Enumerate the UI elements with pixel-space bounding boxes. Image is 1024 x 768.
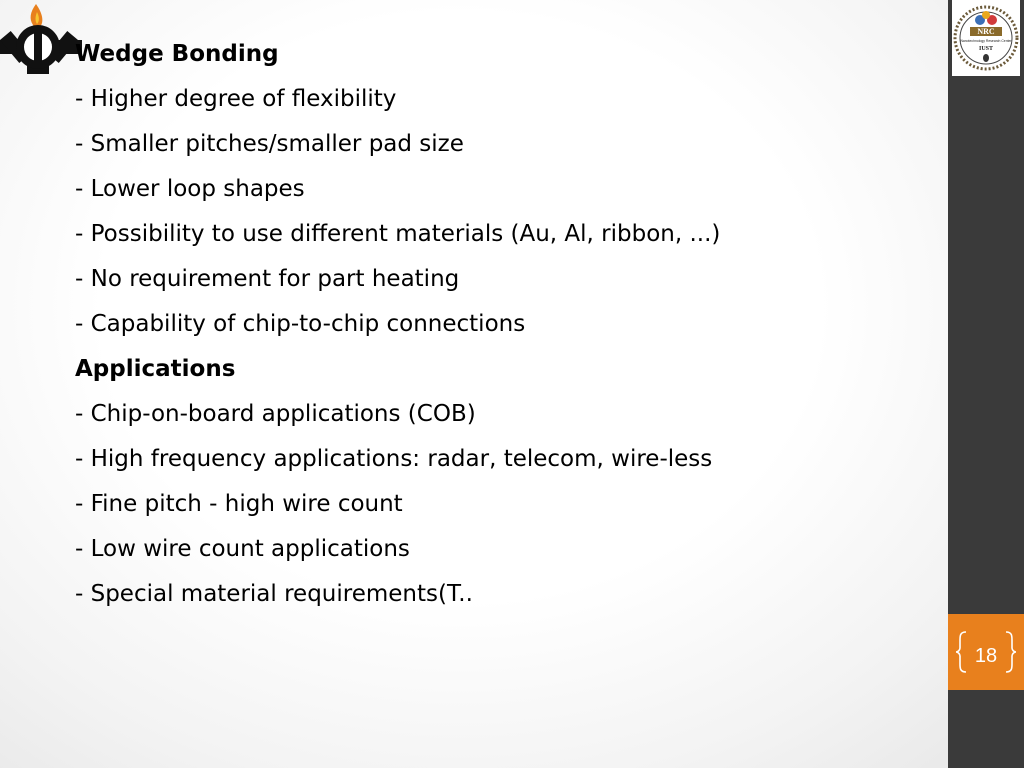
bullet-item: - Smaller pitches/smaller pad size — [75, 131, 464, 157]
bullet-item: - Special material requirements(T.. — [75, 581, 473, 607]
bullet-item: - Fine pitch - high wire count — [75, 491, 403, 517]
bullet-item: - Lower loop shapes — [75, 176, 305, 202]
bullet-item: - Capability of chip-to-chip connections — [75, 311, 526, 337]
bullet-item: - Possibility to use different materials (Au, Al, ribbon, ...) — [75, 221, 721, 247]
slide-content — [75, 35, 935, 620]
nrc-seal-logo-icon — [952, 0, 1020, 76]
logo-text-iust: IUST — [978, 46, 994, 52]
bullet-item: - Chip-on-board applications (COB) — [75, 401, 476, 427]
bullet-item: - No requirement for part heating — [75, 266, 460, 292]
logo-text-center: Nanotechnology Research Center — [960, 39, 1012, 43]
gear-torch-logo-icon — [0, 0, 82, 80]
bullet-item: - High frequency applications: radar, telecom, wire-less — [75, 446, 713, 472]
bullet-item: - Higher degree of flexibility — [75, 86, 397, 112]
slide-title: Wedge Bonding — [75, 41, 279, 67]
page-number-box — [948, 614, 1024, 690]
bullet-item: - Low wire count applications — [75, 536, 410, 562]
logo-text-nrc: NRC — [977, 27, 995, 36]
page-number: 18 — [974, 645, 998, 667]
section-heading: Applications — [75, 356, 236, 382]
